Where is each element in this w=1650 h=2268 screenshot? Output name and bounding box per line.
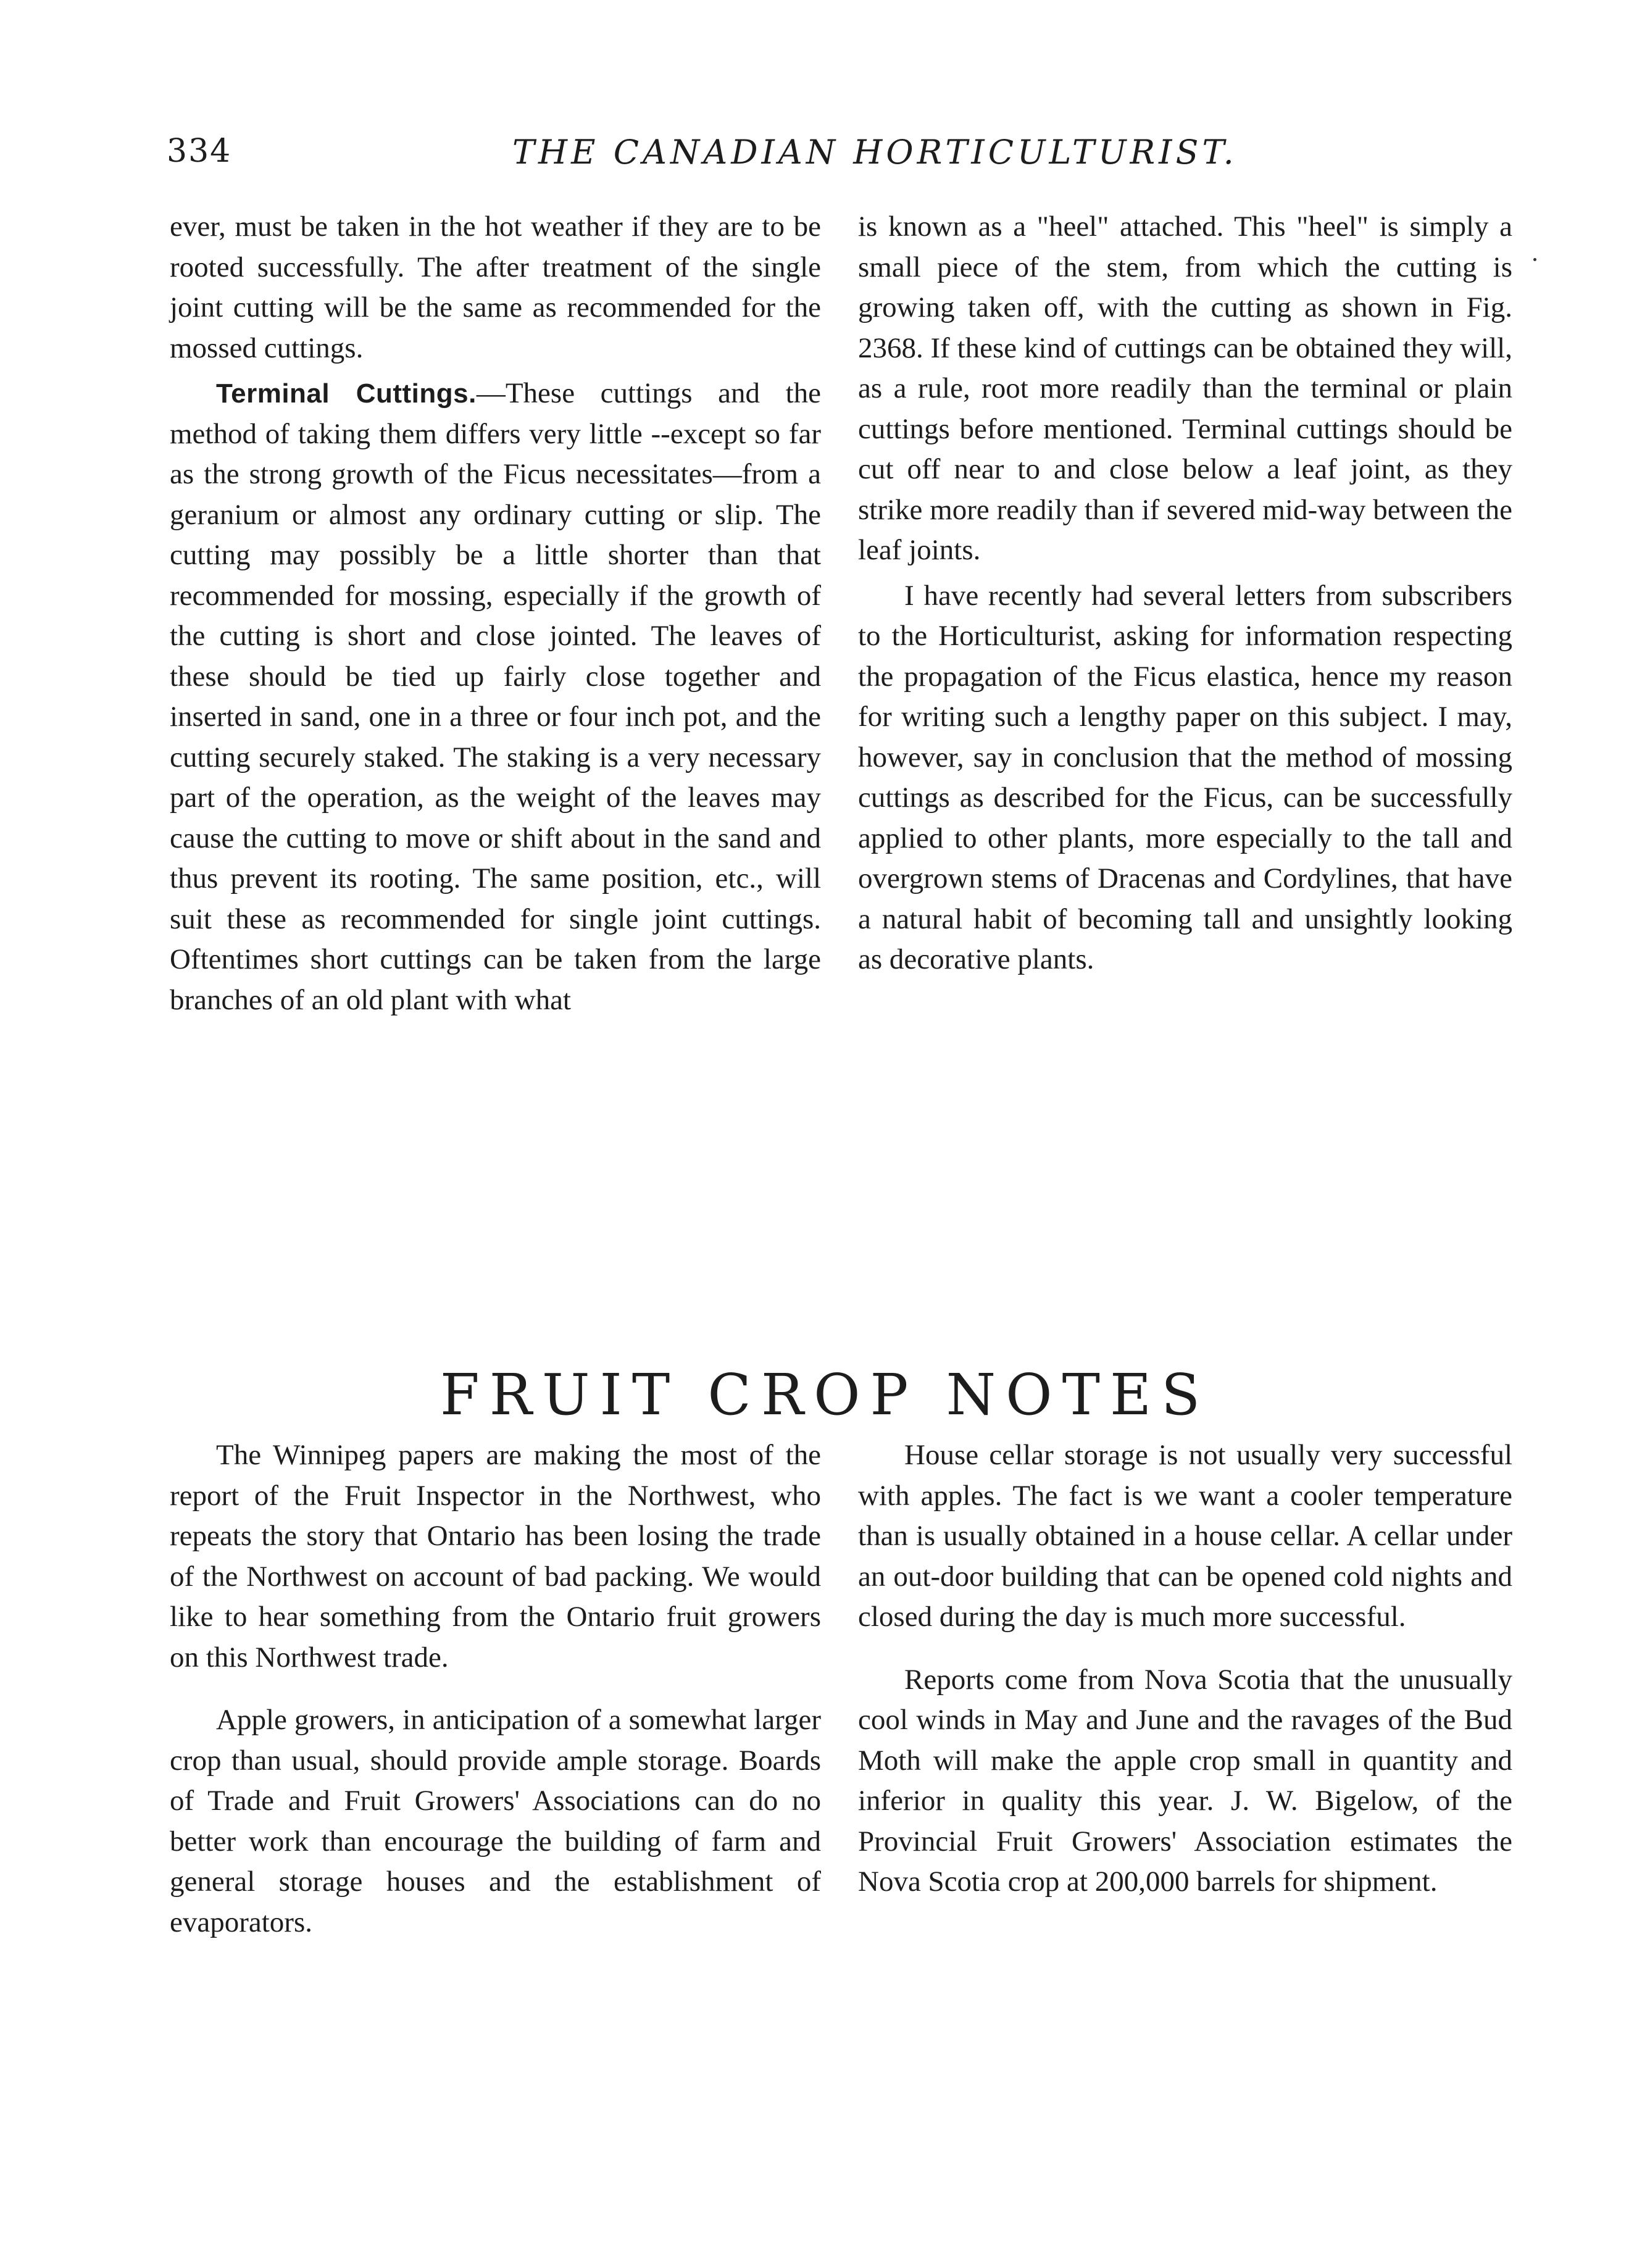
print-speck	[1533, 258, 1536, 261]
article-left-column	[170, 207, 821, 1025]
notes-right-column	[858, 1435, 1512, 1907]
article-paragraph: ever, must be taken in the hot weather if they are to be rooted successfully. The after treatment of the single joint cutting will be the same as recommended for the mossed cuttings.	[170, 211, 821, 364]
notes-left-column	[170, 1435, 821, 1948]
paragraph-text: —These cuttings and the method of taking them differs very little --except so far as the strong growth of the Ficus necessitates—from a geranium or almost any ordinary cutting or slip. The cutting may possibly be a little shorter than that recommended for mossing, especially if the growth of the cutting is short and close jointed. The leaves of these should be tied up fairly close together and inserted in sand, one in a three or four inch pot, and the cutting securely staked. The staking is a very necessary part of the operation, as the weight of the leaves may cause the cutting to move or shift about in the sand and thus prevent its rooting. The same position, etc., will suit these as recommended for single joint cuttings. Oftentimes short cuttings can be taken from the large branches of an old plant with what	[170, 377, 821, 1016]
notes-paragraph: House cellar storage is not usually very successful with apples. The fact is we want a cooler temperature than is usually obtained in a house cellar. A cellar under an out-door building that can be opened cold nights and closed during the day is much more successful.	[858, 1439, 1512, 1633]
notes-paragraph: Reports come from Nova Scotia that the unusually cool winds in May and June and the ravages of the Bud Moth will make the apple crop small in quantity and inferior in quality this year. J. W. Bigelow, of the Provincial Fruit Growers' Association estimates the Nova Scotia crop at 200,000 barrels for shipment.	[858, 1663, 1512, 1898]
article-paragraph	[170, 373, 821, 1020]
article-paragraph: I have recently had several letters from subscribers to the Horticulturist, asking for information respecting the propagation of the Ficus elastica, hence my reason for writing such a lengthy paper on this subject. I may, however, say in conclusion that the method of mossing cuttings as described for the Ficus, can be successfully applied to other plants, more especially to the tall and overgrown stems of Dracenas and Cordylines, that have a natural habit of becoming tall and unsightly looking as decorative plants.	[858, 579, 1512, 975]
running-head	[167, 133, 1512, 176]
article-right-column	[858, 207, 1512, 985]
page-number: 334	[167, 133, 232, 170]
article-paragraph: is known as a "heel" attached. This "heel" is simply a small piece of the stem, from which the cutting is growing taken off, with the cutting as shown in Fig. 2368. If these kind of cuttings can be obtained they will, as a rule, root more readily than the terminal or plain cuttings before mentioned. Terminal cuttings should be cut off near to and close below a leaf joint, as they strike more readily than if severed mid-way between the leaf joints.	[858, 211, 1512, 566]
notes-paragraph: The Winnipeg papers are making the most of the report of the Fruit Inspector in the Northwest, who repeats the story that Ontario has been losing the trade of the Northwest on account of bad packing. We would like to hear something from the Ontario fruit growers on this Northwest trade.	[170, 1439, 821, 1674]
notes-paragraph: Apple growers, in anticipation of a somewhat larger crop than usual, should provide ample storage. Boards of Trade and Fruit Growers' Associations can do no better work than encourage the building of farm and general storage houses and the establishment of evaporators.	[170, 1704, 821, 1938]
section-title: FRUIT CROP NOTES	[440, 1362, 1210, 1428]
subheading-terminal-cuttings: Terminal Cuttings.	[216, 378, 477, 409]
journal-title: THE CANADIAN HORTICULTURIST.	[512, 133, 1238, 172]
